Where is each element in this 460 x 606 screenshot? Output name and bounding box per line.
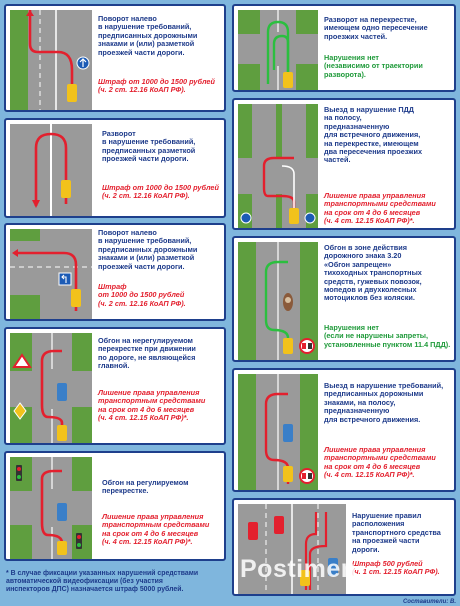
road-illustration (10, 229, 92, 319)
road-illustration (238, 242, 318, 360)
card-title: Обгон в зоне действия дорожного знака 3.20 «Обгон запрещен» тихоходных транспортных средств, гужевых повозок, мопедов и двухколесных мотоциклов без коляски. (324, 243, 422, 303)
card-left-turn-violation (4, 4, 226, 112)
scene-u-turn-allowed (238, 10, 318, 90)
card-penalty: Штраф от 1000 до 1500 рублей (ч. 2 ст. 12.16 КоАП РФ). (102, 183, 219, 201)
card-left-turn-sign (4, 223, 226, 321)
card-u-turn-allowed (232, 4, 456, 92)
card-oncoming-two-crossings (232, 98, 456, 230)
card-title: Поворот налево в нарушение требований, предписанных дорожными знаками и (или) разметкой проезжей части дороги. (98, 228, 198, 271)
road-illustration (10, 124, 92, 216)
card-title: Выезд в нарушение ПДД на полосу, предназначенную для встречного движения, на перекрестке, имеющем два пересечения проезжих частей. (324, 105, 423, 165)
card-title: Выезд в нарушение требований, предписанных дорожными знаками, на полосу, предназначенную для встречного движения. (324, 381, 444, 424)
card-penalty: Штраф от 1000 до 1500 рублей (ч. 2 ст. 12.16 КоАП РФ). (98, 77, 215, 95)
watermark-text: Postimen (240, 555, 357, 583)
scene-left-turn-sign (10, 229, 92, 319)
card-ok: Нарушения нет (если не нарушены запреты, установленные пунктом 11.4 ПДД). (324, 323, 451, 349)
card-penalty: Штраф 500 рублей (ч. 1 ст. 12.15 КоАП РФ). (352, 559, 440, 577)
scene-oncoming-signs (238, 374, 318, 490)
card-penalty: Лишение права управления транспортным средствами на срок от 4 до 6 месяцев (ч. 4 ст. 12.15 КоАП РФ)*. (102, 512, 210, 547)
scene-left-turn (10, 10, 92, 110)
card-oncoming-signs (232, 368, 456, 492)
card-penalty: Лишение права управления транспортным средствами на срок от 4 до 6 месяцев (ч. 4 ст. 12.15 КоАП РФ)*. (98, 388, 206, 423)
card-title: Поворот налево в нарушение требований, предписанных дорожными знаками и (или) разметкой проезжей части дороги. (98, 14, 198, 57)
card-title: Разворот на перекрестке, имеющем одно пересечение проезжих частей. (324, 15, 428, 41)
card-penalty: Штраф от 1000 до 1500 рублей (ч. 2 ст. 12.16 КоАП РФ). (98, 282, 186, 308)
scene-overtake-unregulated (10, 333, 92, 443)
card-title: Обгон на регулируемом перекрестке. (102, 478, 189, 496)
road-illustration (10, 333, 92, 443)
card-penalty: Лишение права управления транспортными средствами на срок от 4 до 6 месяцев (ч. 4 ст. 12.15 КоАП РФ)*. (324, 445, 436, 480)
card-penalty: Лишение права управления транспортными средствами на срок от 4 до 6 месяцев (ч. 4 ст. 12.15 КоАП РФ)*. (324, 191, 436, 226)
road-illustration (238, 104, 318, 228)
scene-two-crossings (238, 104, 318, 228)
road-illustration (238, 374, 318, 490)
author-credit: Составители: В. (402, 599, 456, 605)
card-u-turn-violation (4, 118, 226, 218)
road-illustration (238, 10, 318, 90)
card-overtake-slow-vehicles (232, 236, 456, 362)
card-overtake-unregulated (4, 327, 226, 445)
footnote: * В случае фиксации указанных нарушений средствами автоматической видеофиксации (без участия инспекторов ДПС) назначается штраф 5000 рублей. (6, 570, 199, 594)
road-illustration (10, 10, 92, 110)
card-title: Обгон на нерегулируемом перекрестке при движении по дороге, не являющейся главной. (98, 336, 196, 371)
card-title: Разворот в нарушение требований, предписанных разметкой проезжей части дороги. (102, 129, 196, 164)
scene-u-turn (10, 124, 92, 216)
card-title: Нарушение правил расположения транспортного средства на проезжей части дороги. (352, 511, 441, 554)
road-illustration (10, 457, 92, 559)
card-overtake-regulated (4, 451, 226, 561)
scene-overtake-slow (238, 242, 318, 360)
scene-overtake-regulated (10, 457, 92, 559)
card-ok: Нарушения нет (независимо от траектории разворота). (324, 53, 423, 79)
